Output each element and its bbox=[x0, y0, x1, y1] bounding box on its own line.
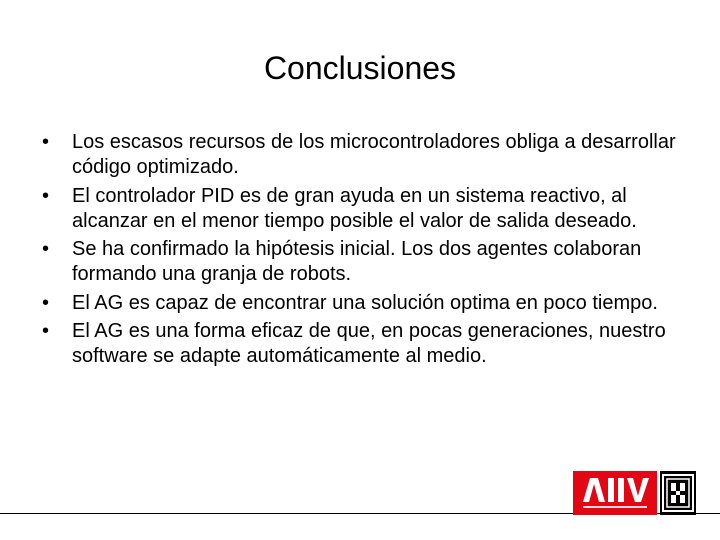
slide-title: Conclusiones bbox=[263, 50, 457, 86]
aiiv-logo-icon bbox=[573, 471, 657, 515]
bullet-item bbox=[42, 184, 692, 234]
bullet-icon: • bbox=[42, 238, 50, 260]
bullet-list bbox=[42, 130, 692, 373]
bullet-item bbox=[42, 130, 692, 180]
bullet-text: Se ha confirmado la hipótesis inicial. Los dos agentes colaboran formando una granja de robots. bbox=[72, 238, 642, 285]
bullet-text: El controlador PID es de gran ayuda en un sistema reactivo, al alcanzar en el menor tiempo posible el valor de salida deseado. bbox=[72, 184, 637, 232]
bullet-icon: • bbox=[42, 131, 50, 153]
bullet-item bbox=[42, 291, 692, 316]
bullet-item bbox=[42, 237, 692, 287]
bullet-text: El AG es capaz de encontrar una solución optima en poco tiempo. bbox=[72, 291, 658, 314]
bullet-icon: • bbox=[42, 320, 50, 342]
bullet-icon: • bbox=[42, 291, 50, 314]
bullet-icon: • bbox=[42, 184, 50, 207]
university-seal-icon bbox=[660, 471, 696, 515]
bullet-text: El AG es una forma eficaz de que, en pocas generaciones, nuestro software se adapte automáticamente al medio. bbox=[72, 320, 666, 367]
bullet-text: Los escasos recursos de los microcontroladores obliga a desarrollar código optimizado. bbox=[72, 131, 676, 178]
bullet-item bbox=[42, 319, 692, 369]
